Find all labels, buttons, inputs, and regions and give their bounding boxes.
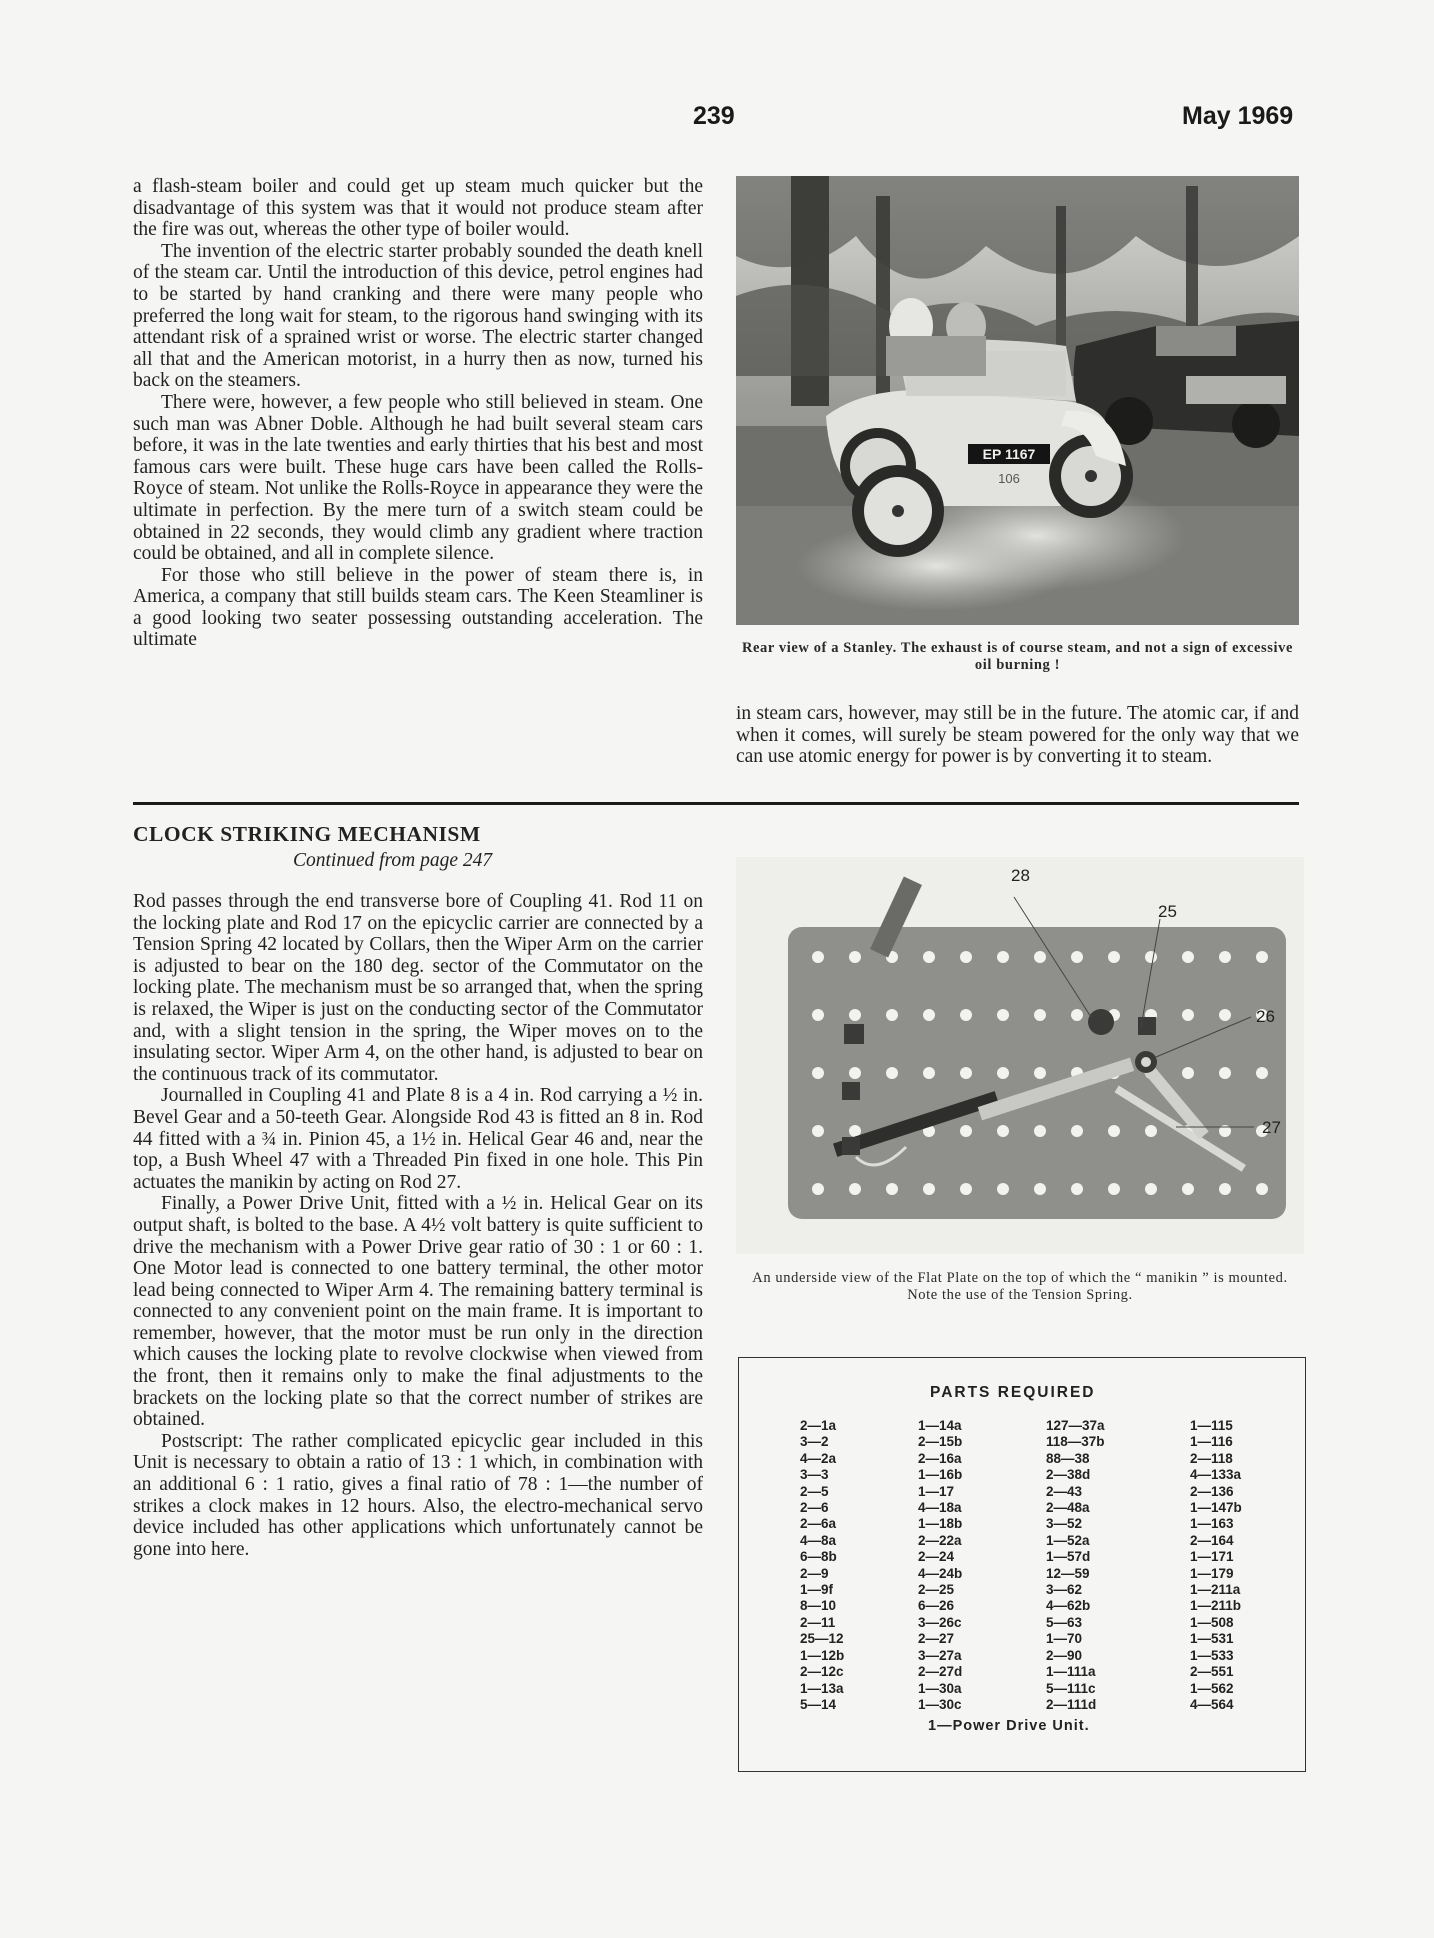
steam-car-caption: Rear view of a Stanley. The exhaust is of course steam, and not a sign of excessive oil burning ! [741, 640, 1294, 673]
flat-plate-caption: An underside view of the Flat Plate on the top of which the “ manikin ” is mounted. Note the use of the Tension Spring. [752, 1270, 1288, 1303]
plate-hole [960, 951, 972, 963]
plate-hole [849, 1067, 861, 1079]
plate-hole [849, 1183, 861, 1195]
plate-hole [923, 1183, 935, 1195]
plate-hole [1108, 1125, 1120, 1137]
plate-hole [960, 1125, 972, 1137]
part-entry: 1—9f [800, 1582, 834, 1598]
plate-hole [1219, 1067, 1231, 1079]
paragraph: The invention of the electric starter probably sounded the death knell of the steam car. Until the introduction of this device, petrol engines had to be started by hand cranking and there were many people who preferred the long wait for steam, to the rigorous hand swinging with its attendant risk of a sprained wrist or worse. The electric starter changed all that and the American motorist, in a hurry then as now, turned his back on the steamers. [133, 240, 703, 392]
plate-hole [1108, 1183, 1120, 1195]
part-entry: 88—38 [1046, 1450, 1090, 1466]
part-entry: 1—533 [1190, 1647, 1234, 1663]
part-entry: 1—30c [918, 1696, 962, 1712]
part-entry: 1—163 [1190, 1516, 1234, 1532]
part-entry: 1—14a [918, 1418, 962, 1433]
part-entry: 1—30a [918, 1680, 962, 1696]
part-entry: 2—11 [800, 1614, 836, 1630]
paragraph: in steam cars, however, may still be in the future. The atomic car, if and when it comes, will surely be steam powered for the only way that we can use atomic energy for power is by converting it to steam. [736, 703, 1299, 768]
part-entry: 3—2 [800, 1434, 829, 1450]
part-entry: 2—1a [800, 1418, 837, 1433]
flat-plate-illustration [736, 857, 1304, 1254]
part-entry: 6—26 [918, 1598, 955, 1614]
plate-hole [1256, 1067, 1268, 1079]
part-entry: 1—70 [1046, 1631, 1083, 1647]
plate-hole [997, 1183, 1009, 1195]
part-entry: 1—52a [1046, 1532, 1090, 1548]
plate-hole [1108, 951, 1120, 963]
part-entry: 1—531 [1190, 1631, 1234, 1647]
callout-25: 25 [1158, 902, 1177, 921]
section-subtitle: Continued from page 247 [293, 850, 493, 871]
plate-hole [1071, 1183, 1083, 1195]
plate-hole [812, 1125, 824, 1137]
part-entry: 2—5 [800, 1483, 829, 1499]
part-entry: 2—48a [1046, 1500, 1090, 1516]
plate-hole [1034, 1125, 1046, 1137]
part-entry: 2—27d [918, 1664, 963, 1680]
plate-hole [812, 1067, 824, 1079]
callout-27: 27 [1262, 1118, 1281, 1137]
paragraph: Postscript: The rather complicated epicyclic gear included in this Unit is necessary to obtain a ratio of 13 : 1 which, in combination with an additional 6 : 1 ratio, gives a final ratio of 78 : 1—the number of strikes a clock makes in 12 hours. Also, the electro-mechanical servo device included has other applications which unfortunately cannot be gone into here. [133, 1430, 703, 1560]
clock-article-body [133, 891, 703, 1560]
steam-car-photo [736, 176, 1299, 625]
part-entry: 2—551 [1190, 1664, 1234, 1680]
part-entry: 1—57d [1046, 1549, 1091, 1565]
article-right-column [736, 703, 1299, 768]
plate-hole [997, 1125, 1009, 1137]
paragraph: Rod passes through the end transverse bore of Coupling 41. Rod 11 on the locking plate and Rod 17 on the epicyclic carrier are connected by a Tension Spring 42 located by Collars, then the Wiper Arm on the carrier is adjusted to bear on the 180 deg. sector of the Commutator on the locking plate. The mechanism must be so arranged that, when the spring is relaxed, the Wiper is just on the conducting sector of the Commutator and, with a slight tension in the spring, the Wiper moves on to the insulating sector. Wiper Arm 4, on the other hand, is adjusted to bear on the continuous track of its commutator. [133, 891, 703, 1085]
part-entry: 2—24 [918, 1549, 955, 1565]
parts-column-4 [1190, 1418, 1242, 1713]
part-entry: 4—564 [1190, 1696, 1234, 1712]
part-entry: 4—2a [800, 1450, 837, 1466]
parts-footer: 1—Power Drive Unit. [928, 1718, 1090, 1734]
page-number: 239 [693, 102, 735, 130]
part-entry: 3—62 [1046, 1582, 1083, 1598]
plate-hole [923, 1009, 935, 1021]
plate-hole [1219, 1009, 1231, 1021]
part-entry: 2—25 [918, 1582, 955, 1598]
part-entry: 1—13a [800, 1680, 844, 1696]
part-entry: 2—6 [800, 1500, 829, 1516]
plate-hole [1034, 1067, 1046, 1079]
part-entry: 2—9 [800, 1565, 829, 1581]
part-entry: 2—43 [1046, 1483, 1083, 1499]
part-entry: 5—111c [1046, 1680, 1096, 1696]
part-entry: 2—6a [800, 1516, 837, 1532]
part-entry: 127—37a [1046, 1418, 1105, 1433]
paragraph: a flash-steam boiler and could get up steam much quicker but the disadvantage of this system was that it would not produce steam after the fire was out, whereas the other type of boiler would. [133, 176, 703, 241]
callout-28: 28 [1011, 866, 1030, 885]
plate-hole [997, 1009, 1009, 1021]
part-entry: 1—179 [1190, 1565, 1234, 1581]
part-entry: 118—37b [1046, 1434, 1105, 1450]
plate-hole [886, 1067, 898, 1079]
part-entry: 4—133a [1190, 1467, 1242, 1483]
plate-hole [1034, 1183, 1046, 1195]
part-entry: 2—16a [918, 1450, 962, 1466]
plate-hole [812, 951, 824, 963]
plate-hole [1145, 1183, 1157, 1195]
car-number: 106 [998, 471, 1020, 486]
part-entry: 4—8a [800, 1532, 837, 1548]
parts-title: PARTS REQUIRED [930, 1384, 1096, 1401]
part-entry: 2—136 [1190, 1483, 1234, 1499]
part-entry: 2—164 [1190, 1532, 1234, 1548]
part-entry: 3—3 [800, 1467, 829, 1483]
plate-hole [1145, 1125, 1157, 1137]
part-entry: 6—8b [800, 1549, 837, 1565]
plate-hole [960, 1067, 972, 1079]
part-entry: 12—59 [1046, 1565, 1090, 1581]
plate-hole [1256, 951, 1268, 963]
part-entry: 4—24b [918, 1565, 963, 1581]
parts-column-1 [800, 1418, 844, 1713]
plate-hole [1256, 1183, 1268, 1195]
plate-hole [1182, 951, 1194, 963]
plate-hole [1182, 1067, 1194, 1079]
plate-hole [1034, 951, 1046, 963]
plate-hole [1145, 951, 1157, 963]
part-entry: 2—22a [918, 1532, 962, 1548]
part-entry: 1—12b [800, 1647, 845, 1663]
part-entry: 1—111a [1046, 1664, 1096, 1680]
parts-column-2 [918, 1418, 962, 1713]
part-entry: 8—10 [800, 1598, 837, 1614]
part-entry: 2—111d [1046, 1696, 1097, 1712]
plate-hole [1219, 951, 1231, 963]
part-entry: 2—27 [918, 1631, 955, 1647]
plate-hole [812, 1183, 824, 1195]
plate-hole [1182, 1009, 1194, 1021]
part-entry: 5—14 [800, 1696, 837, 1712]
section-divider [133, 802, 1299, 805]
part-entry: 3—26c [918, 1614, 962, 1630]
plate-hole [923, 951, 935, 963]
license-plate: EP 1167 [982, 446, 1036, 462]
plate-hole [960, 1183, 972, 1195]
plate-hole [849, 951, 861, 963]
steam-car-illustration [736, 176, 1299, 625]
plate-hole [849, 1009, 861, 1021]
part-entry: 2—90 [1046, 1647, 1083, 1663]
part-entry: 2—38d [1046, 1467, 1091, 1483]
part-entry: 2—118 [1190, 1450, 1233, 1466]
part-entry: 1—16b [918, 1467, 963, 1483]
plate-hole [886, 1183, 898, 1195]
plate-hole [960, 1009, 972, 1021]
part-entry: 1—17 [918, 1483, 955, 1499]
paragraph: Finally, a Power Drive Unit, fitted with a ½ in. Helical Gear on its output shaft, is bolted to the base. A 4½ volt battery is quite sufficient to drive the mechanism with a Power Drive gear ratio of 30 : 1 or 60 : 1. One Motor lead is connected to one battery terminal, the other motor lead being connected to Wiper Arm 4. The remaining battery terminal is connected to any convenient point on the main frame. It is important to remember, however, that the motor must be run only in the direction which causes the locking plate to revolve clockwise when viewed from the front, then it remains only to make the final adjustments to the brackets on the locking plate so that the correct number of strikes are obtained. [133, 1193, 703, 1431]
part-entry: 1—18b [918, 1516, 963, 1532]
paragraph: Journalled in Coupling 41 and Plate 8 is a 4 in. Rod carrying a ½ in. Bevel Gear and a 50-teeth Gear. Alongside Rod 43 is fitted an 8 in. Rod 44 fitted with a ¾ in. Pinion 45, a 1½ in. Helical Gear 46 and, near the top, a Bush Wheel 47 with a Threaded Pin fixed in one hole. This Pin actuates the manikin by acting on Rod 27. [133, 1085, 703, 1193]
parts-column-3 [1046, 1418, 1105, 1713]
part-entry: 4—62b [1046, 1598, 1091, 1614]
flat-plate-photo [736, 857, 1304, 1254]
part-entry: 1—147b [1190, 1500, 1242, 1516]
section-title: CLOCK STRIKING MECHANISM [133, 822, 481, 846]
part-entry: 1—562 [1190, 1680, 1234, 1696]
paragraph: There were, however, a few people who still believed in steam. One such man was Abner Doble. Although he had built several steam cars before, it was in the late twenties and early thirties that his best and most famous cars were built. These huge cars have been called the Rolls-Royce of steam. Not unlike the Rolls-Royce in appearance they were the ultimate in perfection. By the mere turn of a switch steam could be obtained in 22 seconds, they would climb any gradient where traction could be obtained, and all in complete silence. [133, 391, 703, 565]
callout-26: 26 [1256, 1007, 1275, 1026]
part-entry: 1—171 [1190, 1549, 1234, 1565]
part-entry: 25—12 [800, 1631, 844, 1647]
part-entry: 3—27a [918, 1647, 962, 1663]
part-entry: 4—18a [918, 1500, 962, 1516]
plate-hole [1071, 1009, 1083, 1021]
plate-hole [1219, 1183, 1231, 1195]
plate-hole [1071, 951, 1083, 963]
article-left-column [133, 176, 703, 651]
plate-hole [812, 1009, 824, 1021]
plate-hole [997, 1067, 1009, 1079]
plate-hole [923, 1067, 935, 1079]
part-entry: 5—63 [1046, 1614, 1083, 1630]
part-entry: 2—15b [918, 1434, 963, 1450]
plate-hole [1182, 1183, 1194, 1195]
part-entry: 1—211b [1190, 1598, 1242, 1614]
plate-hole [886, 1009, 898, 1021]
part-entry: 2—12c [800, 1664, 844, 1680]
part-entry: 1—211a [1190, 1582, 1241, 1598]
plate-hole [997, 951, 1009, 963]
part-entry: 1—115 [1190, 1418, 1233, 1433]
plate-hole [1034, 1009, 1046, 1021]
part-entry: 1—508 [1190, 1614, 1234, 1630]
part-entry: 3—52 [1046, 1516, 1083, 1532]
plate-hole [1071, 1125, 1083, 1137]
part-entry: 1—116 [1190, 1434, 1233, 1450]
issue-date: May 1969 [1182, 102, 1294, 130]
paragraph: For those who still believe in the power of steam there is, in America, a company that still builds steam cars. The Keen Steamliner is a good looking two seater possessing outstanding acceleration. The ultimate [133, 564, 703, 651]
